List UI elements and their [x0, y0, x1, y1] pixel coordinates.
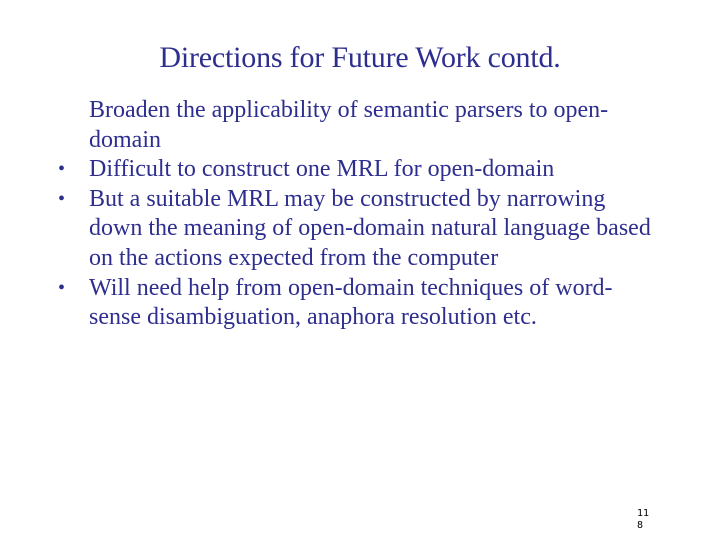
slide-title: Directions for Future Work contd.	[159, 41, 561, 74]
list-item-text: Broaden the applicability of semantic parsers to open-domain	[89, 97, 609, 153]
bullet-marker: •	[58, 158, 66, 181]
list-item-text: But a suitable MRL may be constructed by narrowing down the meaning of open-domain natural language based on the actions expected from the computer	[89, 185, 651, 271]
bullet-marker: •	[58, 276, 66, 299]
bullet-marker: •	[58, 187, 66, 210]
list-item	[58, 155, 658, 185]
list-item-text: Will need help from open-domain techniques of word-sense disambiguation, anaphora resolution etc.	[89, 274, 613, 331]
list-item	[58, 96, 658, 155]
list-item	[58, 185, 658, 274]
list-item-text: Difficult to construct one MRL for open-domain	[89, 156, 555, 183]
bullet-list	[58, 96, 658, 333]
page-number: 118	[637, 508, 650, 531]
list-item	[58, 274, 658, 333]
